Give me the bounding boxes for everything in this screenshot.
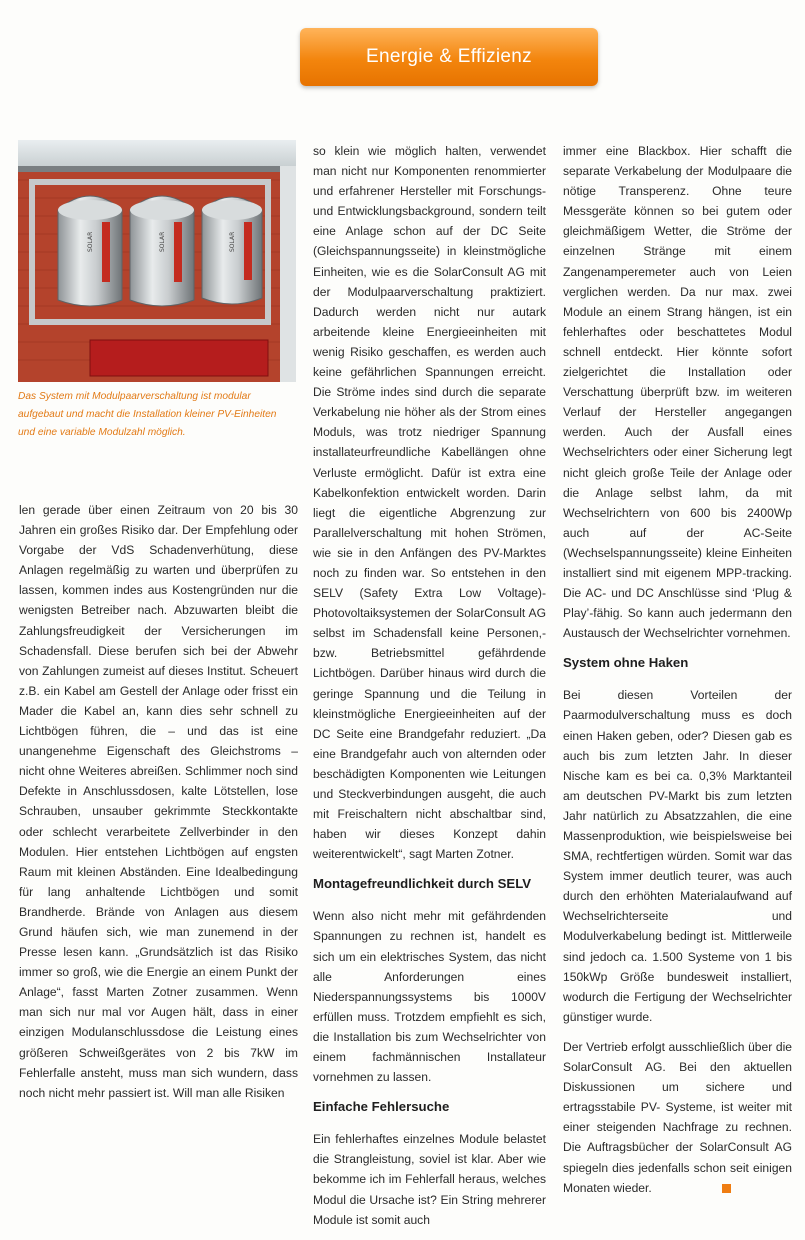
body-paragraph: Bei diesen Vorteilen der Paarmodulverschaltung muss es doch einen Haken geben, oder? Diesen gab es auch bis zum letzten Jahr. In dieser Nische kam es bei ca. 0,3% Marktanteil am deutschen PV-Markt bis zum letzten Jahr natürlich zu Absatzzahlen, die eine Massenproduktion, wie beispielsweise bei SMA, rechtfertigen würden. Somit war das System immer deutlich teurer, was auch durch den erhöhten Materialaufwand auf Wechselrichterseite und Modulverkabelung bedingt ist. Mittlerweile sind jedoch ca. 1.500 Systeme von 1 bis 150kWp Größe bundesweit installiert, wodurch die Fertigung der Wechselrichter günstiger wurde. — [563, 688, 792, 1024]
article-column-1 — [19, 500, 298, 1113]
subheading-fehlersuche: Einfache Fehlersuche — [313, 1099, 450, 1115]
body-paragraph-closing — [563, 1037, 792, 1198]
article-end-marker — [722, 1184, 731, 1193]
closing-text: Der Vertrieb erfolgt ausschließlich über die SolarConsult AG. Bei den aktuellen Diskussionen um sichere und ertragsstabile PV- Systeme, ist weiter mit einer steigenden Nachfrage zu rechnen. Die Auftragsbücher der SolarConsult AG spiegeln dies jedenfalls schon seit einigen Monaten wieder. — [563, 1039, 792, 1195]
body-paragraph: Ein fehlerhaftes einzelnes Module belastet die Strangleistung, soviel ist klar. Aber wie bekomme ich im Fehlerfall heraus, welches Modul die Ursache ist? Ein String mehrerer Module ist somit auch — [313, 1132, 546, 1227]
body-paragraph: immer eine Blackbox. Hier schafft die separate Verkabelung der Modulpaare die nötige Transperenz. Ohne teure Messgeräte können so bei gutem oder gleichmäßigem Wetter, die Ströme der einzelnen Stränge mit einem Zangenamperemeter auch von Leien verglichen werden. Da nur max. zwei Module an einem Strang hängen, ist ein fehlerhaftes oder beschattetes Modul schnell entdeckt. Hier könnte sofort zielgerichtet die Installation oder Verschattung überprüft bzw. im weiteren Verlauf der Hersteller angegangen werden. Auch der Ausfall eines Wechselrichters oder einer Sicherung legt nicht gleich große Teile der Anlage oder die Anlage selbst lahm, da mit Wechselrichtern von 600 bis 2400Wp auch auf der AC-Seite (Wechselspannungsseite) kleine Einheiten installiert sind mit eigenem MPP-tracking. Die AC- und DC Anschlüsse sind ‘Plug & Play’-fähig. So kann auch jedermann den Austausch der Wechselrichter vornehmen. — [563, 144, 792, 641]
body-paragraph: len gerade über einen Zeitraum von 20 bis 30 Jahren ein großes Risiko dar. Der Empfehlung oder Vorgabe der VdS Schadenverhütung, diese Anlagen regelmäßig zu warten und überprüfen zu lassen, kommen indes aus Kostengründen nur die wenigsten Betreiber nach. Abzuwarten bleibt die Zahlungsfreudigkeit der Versicherungen im Schadensfall. Diese berufen sich bei der Abwehr von Zahlungen zumeist auf dieses Institut. Scheuert z.B. ein Kabel am Gestell der Anlage oder frisst ein Mader die Kabel an, kann dies sehr schnell zu Lichtbögen führen, die – und das ist eine unangenehme Eigenschaft des Gleichstroms – nicht ohne Weiteres abreißen. Schlimmer noch sind Defekte in Anschlussdosen, kalte Lötstellen, lose Schrauben, unsauber gekrimmte Steckkontakte oder schlecht verarbeitete Zellverbinder in den Modulen. Hier entstehen Lichtbögen auf engsten Raum mit kleinen Abständen. Eine Idealbedingung für lang anhaltende Lichtbögen und somit Brandherde. Brände von Anlagen aus diesem Grund häufen sich, wie man zunemend in der Presse lesen kann. „Grundsätzlich ist das Risiko immer so groß, wie die Energie an einem Punkt der Anlage“, fasst Marten Zotner zusammen. Wenn man sich nur mal vor Augen hält, dass in einer einzigen Modulanschlussdose die Leistung eines größeren Schweißgerätes von 2 bis 7kW im Fehlerfalle ansteht, muss man sich wundern, dass noch nicht mehr passiert ist. Will man alle Risiken — [19, 503, 298, 1100]
section-title: Energie & Effizienz — [366, 46, 532, 67]
subheading-montagefreundlichkeit: Montagefreundlichkeit durch SELV — [313, 876, 532, 892]
inverter-photo-illustration — [18, 140, 296, 382]
article-photo — [18, 140, 296, 382]
article-column-2 — [313, 141, 546, 1240]
inverter-label-2: SOLAR — [159, 231, 166, 252]
section-header-tab — [300, 28, 598, 86]
body-paragraph: so klein wie möglich halten, verwendet man nicht nur Komponenten renommierter und erfahrener Hersteller mit Forschungs- und Entwicklungsbackground, sondern teilt eine Anlage schon auf der DC Seite (Gleichspannungsseite) in kleinstmögliche Einheiten, wie es die SolarConsult AG mit der Modulpaarverschaltung praktiziert. Dadurch werden nicht nur autark arbeitende kleine Energieeinheiten mit wenig Risiko geschaffen, es werden auch keine gefährlichen Spannungen erreicht. Die Ströme indes sind durch die separate Verkabelung nie höher als der Strom eines Moduls, was trotz niedriger Spannung installateurfreundliche Kabellängen ohne Verluste ermöglicht. Dafür ist extra eine Kabelkonfektion entwickelt worden. Darin liegt die eigentliche Abgrenzung zur Parallelverschaltung mit hohen Strömen, wie sie in den Anfängen des PV-Marktes noch zu finden war. So entstehen in den SELV (Safety Extra Low Voltage)-Photovoltaiksystemen der SolarConsult AG selbst im Schadensfall keine Personen,- bzw. Betriebsmittel gefährdende Lichtbögen. Darüber hinaus wird durch die geringe Spannung und die Teilung in kleinstmögliche Energieeinheiten auf der DC Seite eine Brandgefahr reduziert. „Da eine Brandgefahr auch von alternden oder beschädigten Komponenten wie Leitungen und Steckverbindungen ausgeht, die auch mit Freischaltern nicht abschaltbar sind, haben wir dieses Konzept dahin weiterentwickelt“, sagt Marten Zotner. — [313, 144, 546, 862]
subheading-system-ohne-haken: System ohne Haken — [563, 655, 689, 671]
inverter-label-1: SOLAR — [87, 231, 94, 252]
photo-caption: Das System mit Modulpaarverschaltung ist modular aufgebaut und macht die Installation kleiner PV-Einheiten und eine variable Modulzahl möglich. — [18, 391, 277, 438]
body-paragraph: Wenn also nicht mehr mit gefährdenden Spannungen zu rechnen ist, handelt es sich um ein elektrisches System, das nicht alle Anforderungen eines Niederspannungssystems bis 1000V erfüllen muss. Trotzdem empfiehlt es sich, die Installation bis zum Wechselrichter von einem fachmännischen Installateur vornehmen zu lassen. — [313, 909, 546, 1085]
article-column-3 — [563, 141, 792, 1208]
inverter-label-3: SOLAR — [229, 231, 236, 252]
